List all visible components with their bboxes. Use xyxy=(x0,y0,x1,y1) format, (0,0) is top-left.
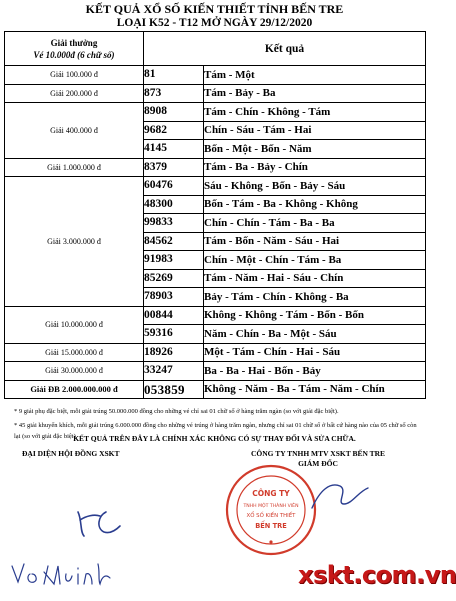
document-title: KẾT QUẢ XỔ SỐ KIẾN THIẾT TỈNH BẾN TRE xyxy=(85,2,344,16)
number-in-words: Tám - Bảy - Ba xyxy=(204,84,426,103)
number-in-words: Tám - Ba - Bảy - Chín xyxy=(204,158,426,177)
winning-number: 18926 xyxy=(144,343,204,362)
prize-label: Giải 200.000 đ xyxy=(5,84,144,103)
svg-text:BẾN TRE: BẾN TRE xyxy=(255,522,287,530)
director-title: GIÁM ĐỐC xyxy=(298,459,338,468)
number-in-words: Bảy - Tám - Chín - Không - Ba xyxy=(204,288,426,307)
council-signature xyxy=(70,498,130,543)
winning-number: 91983 xyxy=(144,251,204,270)
number-in-words: Chín - Một - Chín - Tám - Ba xyxy=(204,251,426,270)
number-in-words: Bốn - Một - Bốn - Năm xyxy=(204,140,426,159)
number-in-words: Chín - Sáu - Tám - Hai xyxy=(204,121,426,140)
winning-number: 053859 xyxy=(144,380,204,399)
table-row xyxy=(5,306,426,325)
table-row xyxy=(5,158,426,177)
confirmation-text: KẾT QUẢ TRÊN ĐÂY LÀ CHÍNH XÁC KHÔNG CÓ SỰ THAY ĐỔI VÀ SỬA CHỮA. xyxy=(73,434,356,443)
prize-label: Giải 15.000.000 đ xyxy=(5,343,144,362)
prize-column-title: Giải thưởng xyxy=(50,37,98,48)
number-in-words: Tám - Bốn - Năm - Sáu - Hai xyxy=(204,232,426,251)
svg-text:XỔ SỐ KIẾN THIẾT: XỔ SỐ KIẾN THIẾT xyxy=(246,513,296,519)
winning-number: 4145 xyxy=(144,140,204,159)
results-table xyxy=(4,31,426,399)
prize-label: Giải 1.000.000 đ xyxy=(5,158,144,177)
table-row xyxy=(5,103,426,122)
winning-number: 8379 xyxy=(144,158,204,177)
number-in-words: Tám - Năm - Hai - Sáu - Chín xyxy=(204,269,426,288)
number-in-words: Chín - Chín - Tám - Ba - Ba xyxy=(204,214,426,233)
winning-number: 84562 xyxy=(144,232,204,251)
number-in-words: Bốn - Tám - Ba - Không - Không xyxy=(204,195,426,214)
winning-number: 99833 xyxy=(144,214,204,233)
number-in-words: Tám - Chín - Không - Tám xyxy=(204,103,426,122)
number-in-words: Một - Tám - Chín - Hai - Sáu xyxy=(204,343,426,362)
number-in-words: Không - Không - Tám - Bốn - Bốn xyxy=(204,306,426,325)
prize-column-header xyxy=(5,32,144,66)
prize-label: Giải 3.000.000 đ xyxy=(5,177,144,307)
number-in-words: Tám - Một xyxy=(204,66,426,85)
prize-label: Giải ĐB 2.000.000.000 đ xyxy=(5,380,144,399)
number-in-words: Sáu - Không - Bốn - Bảy - Sáu xyxy=(204,177,426,196)
winning-number: 78903 xyxy=(144,288,204,307)
winning-number: 9682 xyxy=(144,121,204,140)
winning-number: 33247 xyxy=(144,362,204,381)
brand-watermark: xskt.com.vn xyxy=(298,561,456,589)
table-row xyxy=(5,177,426,196)
prize-label: Giải 10.000.000 đ xyxy=(5,306,144,343)
note-encouragement: * 45 giải khuyến khích, mỗi giải trúng 6.000.000 đồng cho những vé trúng ở hàng trăm ngàn, nhưng chỉ sai 01 chữ số ở bất cứ hàng nào của 05 chữ số còn lại (so với giải đặc biệt). xyxy=(14,422,417,440)
director-signature xyxy=(306,470,376,520)
prize-column-subtitle: Vé 10.000đ (6 chữ số) xyxy=(33,49,115,60)
winning-number: 81 xyxy=(144,66,204,85)
result-column-header: Kết quả xyxy=(144,32,426,66)
winning-number: 873 xyxy=(144,84,204,103)
table-row xyxy=(5,362,426,381)
winning-number: 48300 xyxy=(144,195,204,214)
company-stamp xyxy=(223,462,319,558)
table-row xyxy=(5,343,426,362)
council-representative-title: ĐẠI DIỆN HỘI ĐỒNG XSKT xyxy=(22,449,120,458)
company-name: CÔNG TY TNHH MTV XSKT BẾN TRE xyxy=(250,449,386,458)
winning-number: 85269 xyxy=(144,269,204,288)
winning-number: 59316 xyxy=(144,325,204,344)
winning-number: 00844 xyxy=(144,306,204,325)
winning-number: 8908 xyxy=(144,103,204,122)
council-handwritten-name xyxy=(8,556,118,594)
number-in-words: Năm - Chín - Ba - Một - Sáu xyxy=(204,325,426,344)
note-special-consolation: * 9 giải phụ đặc biệt, mỗi giải trúng 50.000.000 đồng cho những vé chỉ sai 01 chữ số ở hàng trăm ngàn (so với giải đặc biệt). xyxy=(14,408,339,415)
table-row xyxy=(5,66,426,85)
prize-label: Giải 100.000 đ xyxy=(5,66,144,85)
prize-label: Giải 30.000.000 đ xyxy=(5,362,144,381)
document-subtitle: LOẠI K52 - T12 MỞ NGÀY 29/12/2020 xyxy=(116,17,313,29)
svg-text:TNHH MỘT THÀNH VIÊN: TNHH MỘT THÀNH VIÊN xyxy=(243,504,299,509)
table-row xyxy=(5,84,426,103)
table-row xyxy=(5,380,426,399)
number-in-words: Ba - Ba - Hai - Bốn - Bảy xyxy=(204,362,426,381)
svg-text:CÔNG TY: CÔNG TY xyxy=(252,489,290,498)
number-in-words: Không - Năm - Ba - Tám - Năm - Chín xyxy=(204,380,426,399)
winning-number: 60476 xyxy=(144,177,204,196)
prize-label: Giải 400.000 đ xyxy=(5,103,144,159)
